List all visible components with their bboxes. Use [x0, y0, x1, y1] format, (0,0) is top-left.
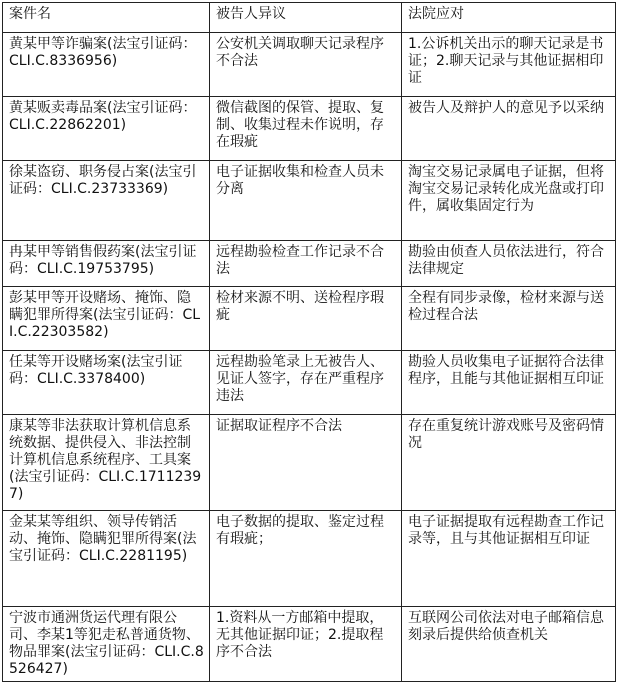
- response-cell: 被告人及辩护人的意见予以采纳: [402, 97, 616, 161]
- response-cell: 电子证据提取有远程勘查工作记录等，且与其他证据相互印证: [402, 511, 616, 607]
- case-name-cell: 金某某等组织、领导传销活动、掩饰、隐瞒犯罪所得案(法宝引证码：CLI.C.2281195): [3, 511, 210, 607]
- header-court-response: 法院应对: [402, 3, 616, 33]
- case-name-cell: 任某等开设赌场案(法宝引证码：CLI.C.3378400): [3, 351, 210, 415]
- response-cell: 存在重复统计游戏账号及密码情况: [402, 415, 616, 511]
- table-row: [3, 351, 616, 415]
- objection-cell: 电子数据的提取、鉴定过程有瑕疵；: [210, 511, 402, 607]
- document-page: [0, 2, 618, 682]
- objection-cell: 证据取证程序不合法: [210, 415, 402, 511]
- case-name-cell: 徐某盗窃、职务侵占案(法宝引证码：CLI.C.23733369): [3, 161, 210, 241]
- table-row: [3, 511, 616, 607]
- objection-cell: 微信截图的保管、提取、复制、收集过程未作说明，存在瑕疵: [210, 97, 402, 161]
- response-cell: 互联网公司依法对电子邮箱信息刻录后提供给侦查机关: [402, 607, 616, 682]
- header-defendant-objection: 被告人异议: [210, 3, 402, 33]
- objection-cell: 远程勘验笔录上无被告人、见证人签字，存在严重程序违法: [210, 351, 402, 415]
- case-name-cell: 宁波市通洲货运代理有限公司、李某1等犯走私普通货物、物品罪案(法宝引证码：CLI.C.8526427): [3, 607, 210, 682]
- objection-cell: 1.资料从一方邮箱中提取，无其他证据印证；2.提取程序不合法: [210, 607, 402, 682]
- table-row: [3, 161, 616, 241]
- table-row: [3, 97, 616, 161]
- response-cell: 勘验由侦查人员依法进行，符合法律规定: [402, 241, 616, 287]
- response-cell: 1.公诉机关出示的聊天记录是书证；2.聊天记录与其他证据相印证: [402, 33, 616, 97]
- case-name-cell: 康某等非法获取计算机信息系统数据、提供侵入、非法控制计算机信息系统程序、工具案(法宝引证码：CLI.C.17112397): [3, 415, 210, 511]
- table-row: [3, 415, 616, 511]
- objection-cell: 远程勘验检查工作记录不合法: [210, 241, 402, 287]
- case-name-cell: 黄某贩卖毒品案(法宝引证码：CLI.C.22862201): [3, 97, 210, 161]
- objection-cell: 检材来源不明、送检程序瑕疵: [210, 287, 402, 351]
- objection-cell: 电子证据收集和检查人员未分离: [210, 161, 402, 241]
- objection-cell: 公安机关调取聊天记录程序不合法: [210, 33, 402, 97]
- table-row: [3, 241, 616, 287]
- table-header-row: [3, 3, 616, 33]
- case-name-cell: 彭某甲等开设赌场、掩饰、隐瞒犯罪所得案(法宝引证码：CLI.C.22303582): [3, 287, 210, 351]
- table-row: [3, 33, 616, 97]
- table-row: [3, 287, 616, 351]
- response-cell: 全程有同步录像，检材来源与送检过程合法: [402, 287, 616, 351]
- case-name-cell: 黄某甲等诈骗案(法宝引证码：CLI.C.8336956): [3, 33, 210, 97]
- response-cell: 淘宝交易记录属电子证据，但将淘宝交易记录转化成光盘或打印件，属收集固定行为: [402, 161, 616, 241]
- table-row: [3, 607, 616, 682]
- case-table: [2, 2, 616, 682]
- header-case-name: 案件名: [3, 3, 210, 33]
- response-cell: 勘验人员收集电子证据符合法律程序，且能与其他证据相互印证: [402, 351, 616, 415]
- case-name-cell: 冉某甲等销售假药案(法宝引证码：CLI.C.19753795): [3, 241, 210, 287]
